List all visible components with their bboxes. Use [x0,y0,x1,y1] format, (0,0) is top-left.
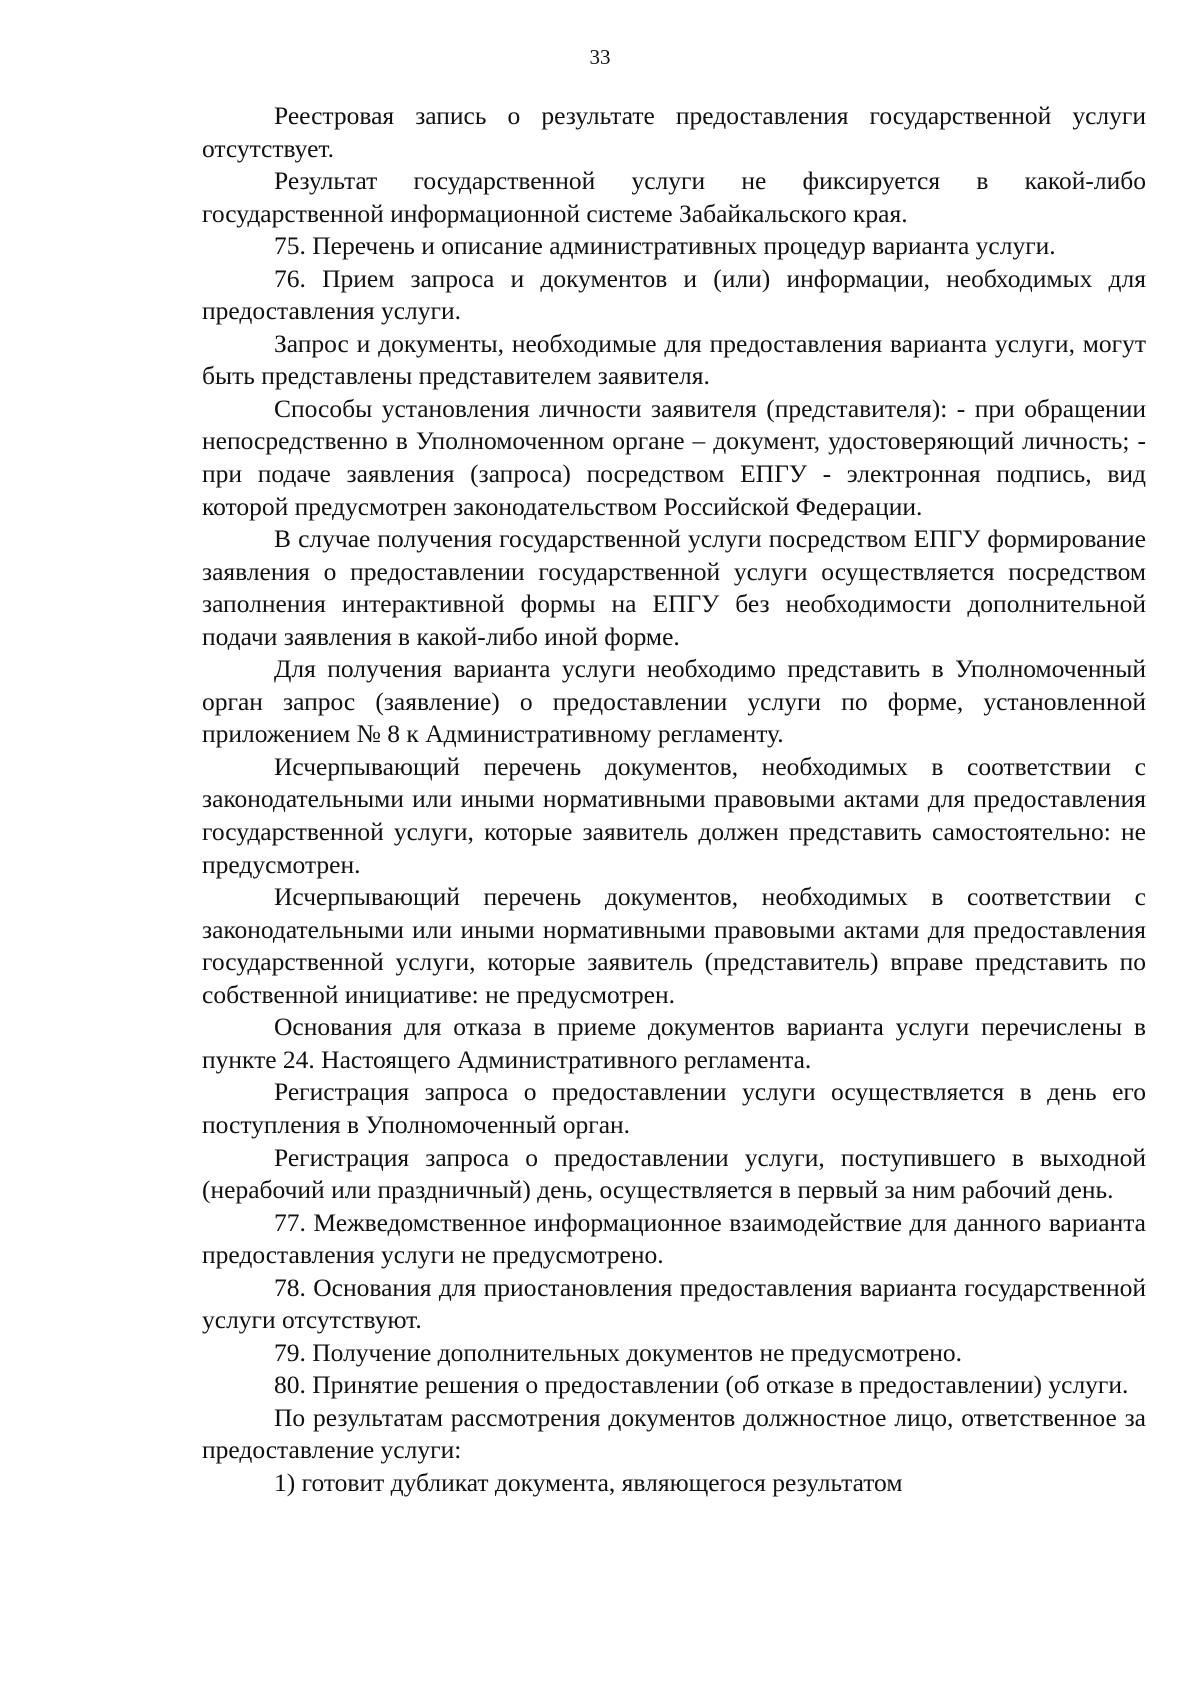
paragraph: Для получения варианта услуги необходимо представить в Уполномоченный орган запрос (заявление) о предоставлении услуги по форме, установленной приложением № 8 к Административному регламенту. [202,654,1146,749]
paragraph: Результат государственной услуги не фиксируется в какой-либо государственной информационной системе Забайкальского края. [202,166,1146,228]
paragraph: Регистрация запроса о предоставлении услуги, поступившего в выходной (нерабочий или праздничный) день, осуществляется в первый за ним рабочий день. [202,1142,1146,1205]
paragraph: 79. Получение дополнительных документов не предусмотрено. [274,1337,963,1367]
paragraph: Исчерпывающий перечень документов, необходимых в соответствии с законодательными или иными нормативными правовыми актами для предоставления государственной услуги, которые заявитель (представитель) вправе представить по собственной инициативе: не предусмотрен. [202,882,1146,1009]
paragraph: Способы установления личности заявителя (представителя): - при обращении непосредственно в Уполномоченном органе – документ, удостоверяющий личность; - при подаче заявления (запроса) посредством ЕПГУ - электронная подпись, вид которой предусмотрен законодательством Российской Федерации. [202,393,1146,521]
paragraph: В случае получения государственной услуги посредством ЕПГУ формирование заявления о предоставлении государственной услуги осуществляется посредством заполнения интерактивной формы на ЕПГУ без необходимости дополнительной подачи заявления в какой-либо иной форме. [202,524,1146,651]
paragraph: 75. Перечень и описание административных процедур варианта услуги. [274,231,1056,261]
paragraph: Реестровая запись о результате предоставления государственной услуги отсутствует. [202,101,1146,163]
paragraph: По результатам рассмотрения документов должностное лицо, ответственное за предоставление услуги: [202,1402,1146,1465]
paragraph: Основания для отказа в приеме документов варианта услуги перечислены в пункте 24. Настоящего Административного регламента. [202,1012,1146,1074]
paragraph: Запрос и документы, необходимые для предоставления варианта услуги, могут быть представлены представителем заявителя. [202,328,1146,391]
document-body [202,100,1146,1500]
paragraph: Исчерпывающий перечень документов, необходимых в соответствии с законодательными или иными нормативными правовыми актами для предоставления государственной услуги, которые заявитель должен представить самостоятельно: не предусмотрен. [202,751,1146,879]
paragraph: 78. Основания для приостановления предоставления варианта государственной услуги отсутствуют. [202,1272,1146,1335]
paragraph: 80. Принятие решения о предоставлении (об отказе в предоставлении) услуги. [274,1370,1129,1400]
paragraph: Регистрация запроса о предоставлении услуги осуществляется в день его поступления в Уполномоченный орган. [202,1077,1146,1139]
paragraph: 77. Межведомственное информационное взаимодействие для данного варианта предоставления услуги не предусмотрено. [202,1207,1146,1270]
paragraph: 1) готовит дубликат документа, являющегося результатом [274,1467,903,1497]
page-number: 33 [589,45,611,69]
paragraph: 76. Прием запроса и документов и (или) информации, необходимых для предоставления услуги. [202,263,1146,326]
